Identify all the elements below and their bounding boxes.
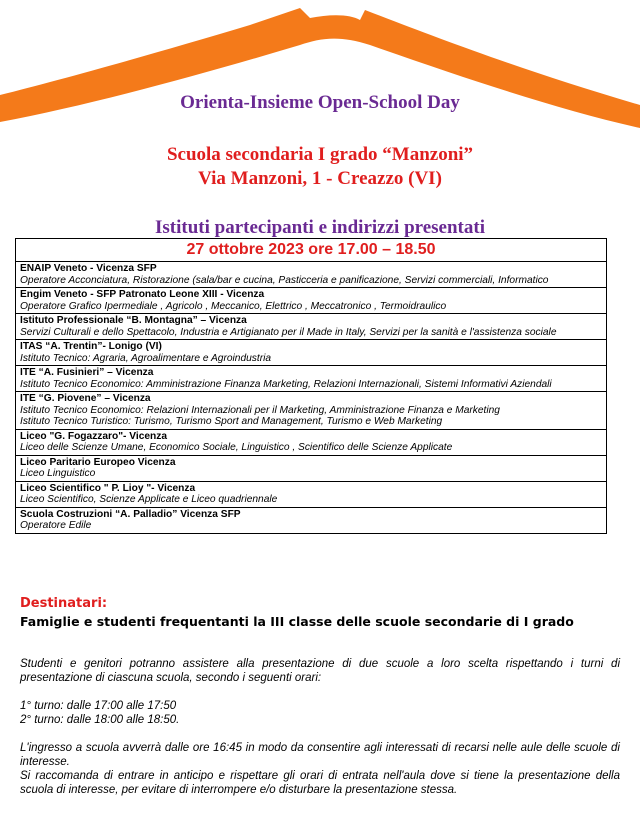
institute-courses: Istituto Tecnico Economico: Amministrazione Finanza Marketing, Relazioni Internazionali, Sistemi Informativi Aziendali	[20, 378, 552, 390]
institute-name: Scuola Costruzioni “A. Palladio” Vicenza SFP	[20, 508, 241, 520]
intro-paragraph: Studenti e genitori potranno assistere alla presentazione di due scuole a loro scelta rispettando i turni di presentazione di ciascuna scuola, secondo i seguenti orari:	[20, 658, 620, 684]
institutes-table	[15, 238, 607, 534]
entry-paragraph: L'ingresso a scuola avverrà dalle ore 16:45 in modo da consentire agli interessati di recarsi nelle aule delle scuole di interesse.	[20, 742, 620, 768]
institute-name: Liceo Scientifico " P. Lioy "- Vicenza	[20, 482, 196, 494]
institute-courses: Operatore Grafico Ipermediale , Agricolo , Meccanico, Elettrico , Meccatronico , Termoidraulico	[20, 300, 447, 312]
table-row	[16, 314, 606, 340]
institute-courses: Liceo Scientifico, Scienze Applicate e Liceo quadriennale	[20, 494, 278, 505]
institute-name: Liceo Paritario Europeo Vicenza	[20, 456, 176, 468]
institute-courses: Operatore Acconciatura, Ristorazione (sala/bar e cucina, Pasticceria e panificazione, Servizi commerciali, Informatico	[20, 274, 549, 286]
institute-name: Liceo "G. Fogazzaro"- Vicenza	[20, 430, 168, 442]
institute-name: Istituto Professionale “B. Montagna” – Vicenza	[20, 315, 247, 326]
table-row	[16, 456, 606, 482]
recommendation-paragraph: Si raccomanda di entrare in anticipo e rispettare gli orari di entrata nell'aula dove si tiene la presentazione della scuola di interesse, per evitare di interrompere e/o disturbare la presentazione stessa.	[20, 770, 620, 796]
institute-courses: Istituto Tecnico: Agraria, Agroalimentare e Agroindustria	[20, 352, 272, 364]
turns-block	[20, 699, 620, 727]
institute-name: ITE “G. Piovene” – Vicenza	[20, 393, 151, 404]
turn-1: 1° turno: dalle 17:00 alle 17:50	[20, 700, 177, 712]
school-name: Scuola secondaria I grado “Manzoni”	[166, 144, 474, 165]
event-date: 27 ottobre 2023 ore 17.00 – 18.50	[16, 239, 606, 262]
institute-courses: Liceo Linguistico	[20, 468, 96, 479]
institute-name: Engim Veneto - SFP Patronato Leone XIII - Vicenza	[20, 289, 265, 300]
table-row	[16, 366, 606, 392]
institute-name: ENAIP Veneto - Vicenza SFP	[20, 263, 157, 274]
institute-courses: Istituto Tecnico Economico: Relazioni Internazionali per il Marketing, Amministrazione Finanza e Marketing	[20, 404, 500, 416]
section-title: Istituti partecipanti e indirizzi presentati	[154, 217, 485, 238]
institute-name: ITAS “A. Trentin”- Lonigo (VI)	[20, 341, 162, 352]
institute-courses-secondary: Istituto Tecnico Turistico: Turismo, Turismo Sport and Management, Turismo e Web Marketing	[20, 416, 443, 427]
table-row	[16, 508, 606, 533]
institute-courses: Liceo delle Scienze Umane, Economico Sociale, Linguistico , Scientifico delle Scienze Applicate	[20, 442, 453, 453]
recipients-text: Famiglie e studenti frequentanti la III classe delle scuole secondarie di I grado	[20, 614, 574, 629]
table-row	[16, 482, 606, 508]
institute-courses: Operatore Edile	[20, 520, 92, 531]
institute-courses: Servizi Culturali e dello Spettacolo, Industria e Artigianato per il Made in Italy, Servizi per la sanità e l'assistenza sociale	[20, 326, 557, 338]
table-row	[16, 430, 606, 456]
table-row	[16, 262, 606, 288]
recipients-label: Destinatari:	[20, 596, 108, 611]
table-row	[16, 392, 606, 430]
school-address: Via Manzoni, 1 - Creazzo (VI)	[198, 168, 442, 189]
table-row	[16, 288, 606, 314]
table-row	[16, 340, 606, 366]
page-title: Orienta-Insieme Open-School Day	[180, 92, 460, 113]
institute-name: ITE “A. Fusinieri” – Vicenza	[20, 367, 154, 378]
turn-2: 2° turno: dalle 18:00 alle 18:50.	[20, 714, 180, 726]
